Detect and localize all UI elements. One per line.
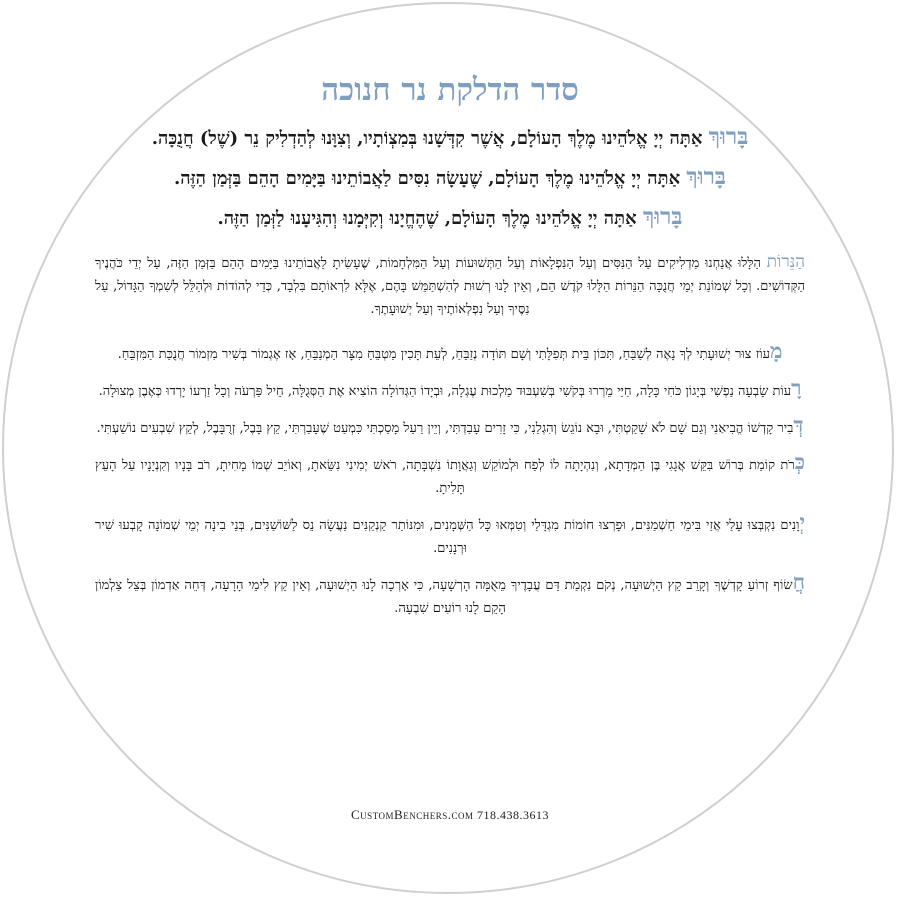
footer-phone: 718.438.3613 [476, 808, 549, 822]
stanza-initial: מָ [769, 338, 783, 363]
maoz-tzur-stanza [95, 510, 805, 560]
bencher-content [95, 70, 805, 630]
stanza-initial: רָ [791, 375, 802, 400]
stanza-text: בִיר קָדְשׁוֹ הֱבִיאַנִי וְגַם שָׁם לֹא שָׁקַטְתִּי, וּבָא נוֹגֵשׂ וְהִגְלַנִי, כִּי זָרִים עָבַדְתִּי, וְיֵין רַעַל מָסַכְתִּי כִּמְעַט שֶׁעָבַרְתִּי, קֵץ בָּבֶל, זְרֻבָּבֶל, לְקֵץ שִׁבְעִים נוֹשַׁעְתִּי. [96, 421, 794, 436]
bracha-lead: בָּרוּךְ [642, 203, 683, 230]
hanerot-lead: הַנֵּרוֹת [766, 252, 805, 272]
bracha-lehadlik [95, 124, 805, 151]
bracha-lead: בָּרוּךְ [686, 163, 726, 190]
footer-website: CustomBenchers.com [351, 807, 474, 822]
stanza-text: עוֹז צוּר יְשׁוּעָתִי לְךָ נָאֶה לְשַׁבֵּחַ, תִּכּוֹן בֵּית תְּפִלָּתִי וְשָׁם תּוֹדָה נְזַבֵּחַ, לְעֵת תָּכִין מַטְבֵּחַ מִצָּר הַמְנַבֵּחַ, אָז אֶגְמוֹר בְּשִׁיר מִזְמוֹר חֲנֻכַּת הַמִּזְבֵּחַ. [117, 347, 770, 362]
bracha-text: אַתָּה יְיָ אֱלֹהֵינוּ מֶלֶךְ הָעוֹלָם, אֲשֶׁר קִדְּשָׁנוּ בְּמִצְוֹתָיו, וְצִוָּנוּ לְהַדְלִיק נֵר (שֶׁל) חֲנֻכָּה. [151, 128, 709, 149]
bracha-text: אַתָּה יְיָ אֱלֹהֵינוּ מֶלֶךְ הָעוֹלָם, שֶׁהֶחֱיָנוּ וְקִיְּמָנוּ וְהִגִּיעָנוּ לַזְּמַן הַזֶּה. [217, 208, 643, 229]
hanerot-halalu [95, 251, 805, 321]
maoz-tzur-stanza [95, 413, 805, 440]
stanza-initial: כְּ [794, 449, 805, 474]
stanza-initial: דְּ [793, 412, 804, 437]
hanerot-text: הַלָּלוּ אֲנַחְנוּ מַדְלִיקִים עַל הַנִּסִּים וְעַל הַנִּפְלָאוֹת וְעַל הַתְּשׁוּעוֹת וְעַל הַמִּלְחָמוֹת, שֶׁעָשִׂיתָ לַאֲבוֹתֵינוּ בַּיָּמִים הָהֵם בַּזְּמַן הַזֶּה, עַל יְדֵי כֹּהֲנֶיךָ הַקְּדוֹשִׁים. וְכָל שְׁמוֹנַת יְמֵי חֲנֻכָּה הַנֵּרוֹת הַלָּלוּ קֹדֶשׁ הֵם, וְאֵין לָנוּ רְשׁוּת לְהִשְׁתַּמֵּשׁ בָּהֶם, אֶלָּא לִרְאוֹתָם בִּלְבָד, כְּדֵי לְהוֹדוֹת וּלְהַלֵּל לְשִׁמְךָ הַגָּדוֹל, עַל נִסֶּיךָ וְעַל נִפְלְאוֹתֶיךָ וְעַל יְשׁוּעָתֶךָ. [95, 256, 805, 317]
maoz-tzur-stanza [95, 450, 805, 500]
page-title: סדר הדלקת נר חנוכה [321, 72, 579, 108]
bracha-text: אַתָּה יְיָ אֱלֹהֵינוּ מֶלֶךְ הָעוֹלָם, שֶׁעָשָׂה נִסִּים לַאֲבוֹתֵינוּ בַּיָּמִים הָהֵם בַּזְּמַן הַזֶּה. [174, 168, 687, 189]
maoz-tzur-stanza [95, 339, 805, 366]
footer-contact [0, 807, 900, 823]
stanza-text: וָנִים נִקְבְּצוּ עָלַי אֲזַי בִּימֵי חַשְׁמַנִּים, וּפָרְצוּ חוֹמוֹת מִגְדָּלַי וְטִמְּאוּ כָּל הַשְּׁמָנִים, וּמִנּוֹתַר קַנְקַנִּים נַעֲשָׂה נֵס לַשּׁוֹשַׁנִּים, בְּנֵי בִינָה יְמֵי שְׁמוֹנָה קָבְעוּ שִׁיר וּרְנָנִים. [95, 518, 800, 556]
stanza-initial: יְ [799, 509, 805, 534]
bracha-lead: בָּרוּךְ [708, 123, 749, 150]
maoz-tzur-stanza [95, 570, 805, 620]
stanza-text: עוֹת שָׂבְעָה נַפְשִׁי בְּיָגוֹן כֹּחִי כָּלָה, חַיַּי מֵרְרוּ בְּקֹשִׁי בְּשִׁעְבּוּד מַלְכוּת עֶגְלָה, וּבְיָדוֹ הַגְּדוֹלָה הוֹצִיא אֶת הַסְּגֻלָּה, חֵיל פַּרְעֹה וְכָל זַרְעוֹ יָרְדוּ כְּאֶבֶן מְצוּלָה. [98, 384, 792, 399]
stanza-text: רֹת קוֹמַת בְּרוֹשׁ בִּקֵּשׁ אֲגָגִי בֶּן הַמְּדָתָא, וְנִהְיָתָה לוֹ לְפַח וּלְמוֹקֵשׁ וְגַאֲוָתוֹ נִשְׁבָּתָה, רֹאשׁ יְמִינִי נִשֵּׂאתָ, וְאוֹיֵב שְׁמוֹ מָחִיתָ, רֹב בָּנָיו וְקִנְיָנָיו עַל הָעֵץ תָּלִיתָ. [95, 458, 795, 496]
stanza-initial: חֲ [792, 569, 805, 594]
bracha-sheasa-nisim [95, 164, 805, 191]
bracha-shehecheyanu [95, 204, 805, 231]
maoz-tzur-stanza [95, 376, 805, 403]
stanza-text: שׂוֹף זְרוֹעַ קָדְשֶׁךָ וְקָרֵב קֵץ הַיְשׁוּעָה, נְקֹם נִקְמַת דַּם עֲבָדֶיךָ מֵאֻמָּה הָרְשָׁעָה, כִּי אָרְכָה לָנוּ הַיְשׁוּעָה, וְאֵין קֵץ לִימֵי הָרָעָה, דְּחֵה אַדְמוֹן בְּצֵל צַלְמוֹן הָקֵם לָנוּ רוֹעִים שִׁבְעָה. [95, 578, 793, 616]
